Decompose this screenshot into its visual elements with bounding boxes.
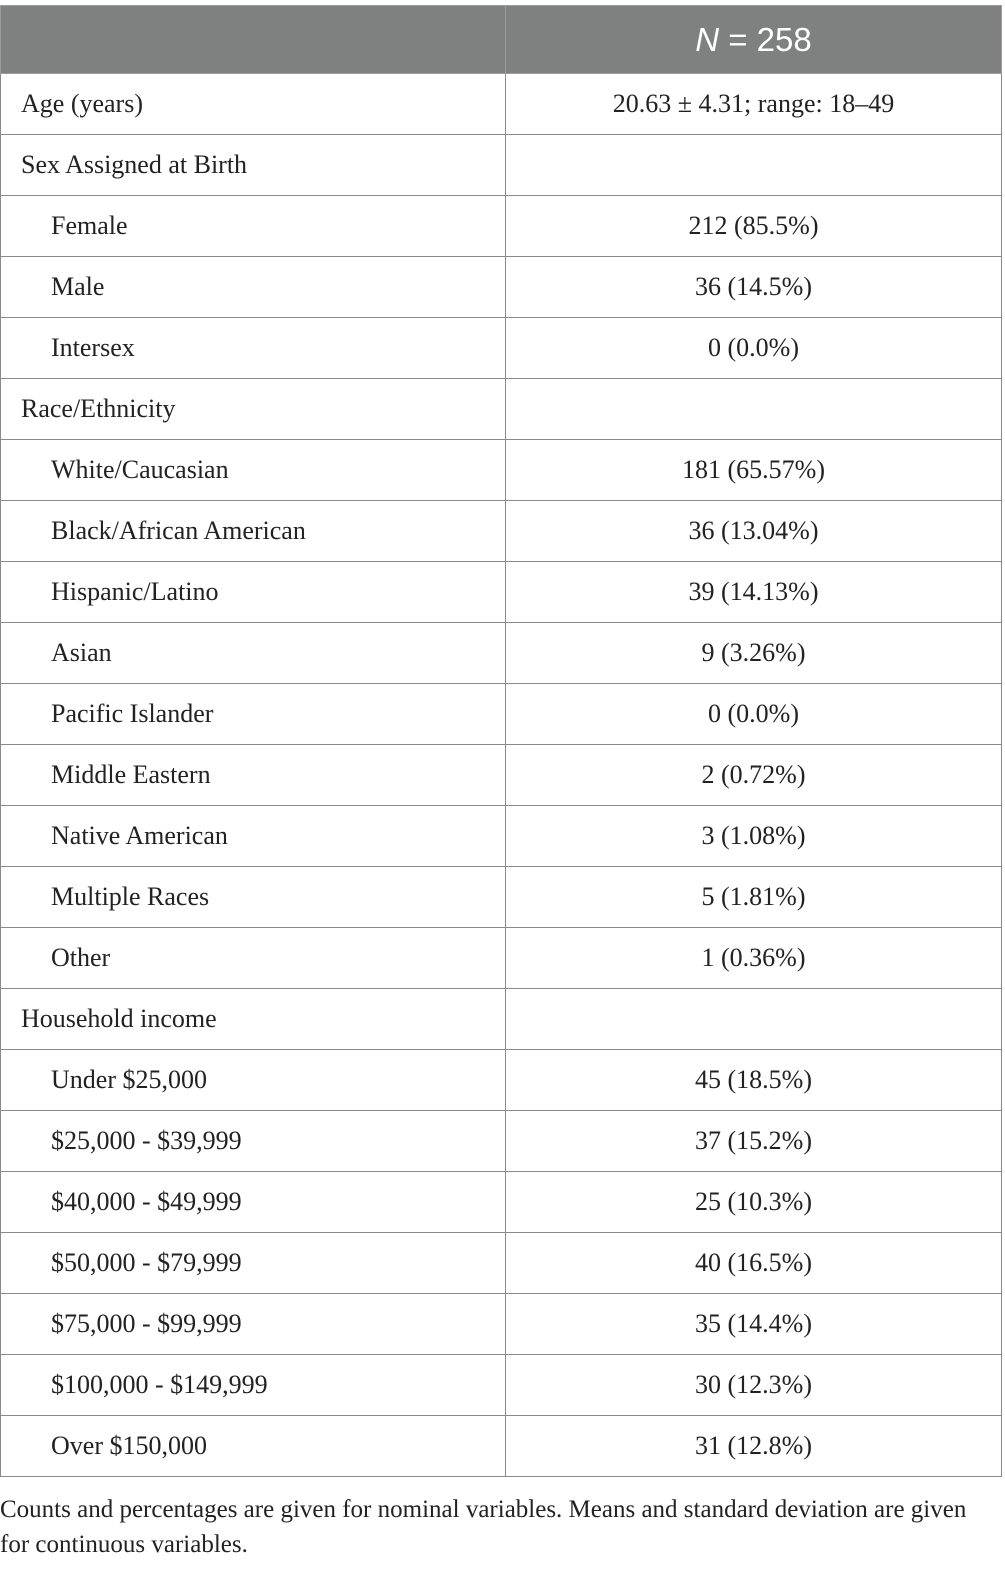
table-row bbox=[1, 1294, 1002, 1355]
row-category-label: Other bbox=[1, 928, 506, 989]
row-category-label: $100,000 - $149,999 bbox=[1, 1355, 506, 1416]
demographics-table bbox=[0, 5, 1002, 1477]
row-category-label: Hispanic/Latino bbox=[1, 562, 506, 623]
row-category-label: Pacific Islander bbox=[1, 684, 506, 745]
row-variable-label: Sex Assigned at Birth bbox=[1, 135, 506, 196]
row-category-label: Multiple Races bbox=[1, 867, 506, 928]
table-row bbox=[1, 1355, 1002, 1416]
row-category-label: Over $150,000 bbox=[1, 1416, 506, 1477]
table-header bbox=[1, 6, 1002, 74]
table-row bbox=[1, 806, 1002, 867]
table-row bbox=[1, 989, 1002, 1050]
row-category-label: $50,000 - $79,999 bbox=[1, 1233, 506, 1294]
row-variable-label: Household income bbox=[1, 989, 506, 1050]
row-value: 30 (12.3%) bbox=[506, 1355, 1002, 1416]
row-category-label: Middle Eastern bbox=[1, 745, 506, 806]
table-row bbox=[1, 135, 1002, 196]
row-value bbox=[506, 379, 1002, 440]
row-category-label: $25,000 - $39,999 bbox=[1, 1111, 506, 1172]
row-category-label: Intersex bbox=[1, 318, 506, 379]
table-row bbox=[1, 562, 1002, 623]
table-row bbox=[1, 745, 1002, 806]
table-row bbox=[1, 196, 1002, 257]
row-value: 39 (14.13%) bbox=[506, 562, 1002, 623]
row-value bbox=[506, 135, 1002, 196]
table-row bbox=[1, 501, 1002, 562]
row-category-label: Asian bbox=[1, 623, 506, 684]
row-variable-label: Race/Ethnicity bbox=[1, 379, 506, 440]
row-category-label: Female bbox=[1, 196, 506, 257]
row-category-label: White/Caucasian bbox=[1, 440, 506, 501]
table-row bbox=[1, 74, 1002, 135]
row-value: 9 (3.26%) bbox=[506, 623, 1002, 684]
table-row bbox=[1, 1050, 1002, 1111]
table-row bbox=[1, 1111, 1002, 1172]
row-value: 45 (18.5%) bbox=[506, 1050, 1002, 1111]
row-value: 3 (1.08%) bbox=[506, 806, 1002, 867]
table-row bbox=[1, 928, 1002, 989]
row-value: 25 (10.3%) bbox=[506, 1172, 1002, 1233]
row-value: 31 (12.8%) bbox=[506, 1416, 1002, 1477]
header-cell-sample-size bbox=[506, 6, 1002, 74]
n-value: = 258 bbox=[719, 20, 812, 58]
row-value: 37 (15.2%) bbox=[506, 1111, 1002, 1172]
table-row bbox=[1, 318, 1002, 379]
row-category-label: $75,000 - $99,999 bbox=[1, 1294, 506, 1355]
table-row bbox=[1, 440, 1002, 501]
table-row bbox=[1, 1416, 1002, 1477]
header-row bbox=[1, 6, 1002, 74]
row-value: 2 (0.72%) bbox=[506, 745, 1002, 806]
table-row bbox=[1, 623, 1002, 684]
row-value bbox=[506, 989, 1002, 1050]
row-value: 35 (14.4%) bbox=[506, 1294, 1002, 1355]
row-value: 36 (13.04%) bbox=[506, 501, 1002, 562]
row-value: 36 (14.5%) bbox=[506, 257, 1002, 318]
row-value: 1 (0.36%) bbox=[506, 928, 1002, 989]
row-category-label: Male bbox=[1, 257, 506, 318]
row-variable-label: Age (years) bbox=[1, 74, 506, 135]
row-value: 0 (0.0%) bbox=[506, 684, 1002, 745]
row-value: 212 (85.5%) bbox=[506, 196, 1002, 257]
row-value: 5 (1.81%) bbox=[506, 867, 1002, 928]
row-category-label: Black/African American bbox=[1, 501, 506, 562]
row-category-label: $40,000 - $49,999 bbox=[1, 1172, 506, 1233]
header-cell-variable bbox=[1, 6, 506, 74]
n-symbol: N bbox=[695, 20, 720, 58]
table-row bbox=[1, 684, 1002, 745]
row-value: 0 (0.0%) bbox=[506, 318, 1002, 379]
row-value: 20.63 ± 4.31; range: 18–49 bbox=[506, 74, 1002, 135]
table-row bbox=[1, 257, 1002, 318]
table-row bbox=[1, 1233, 1002, 1294]
table-row bbox=[1, 1172, 1002, 1233]
row-value: 40 (16.5%) bbox=[506, 1233, 1002, 1294]
table-body bbox=[1, 74, 1002, 1477]
table-row bbox=[1, 867, 1002, 928]
row-value: 181 (65.57%) bbox=[506, 440, 1002, 501]
row-category-label: Native American bbox=[1, 806, 506, 867]
table-footnote: Counts and percentages are given for nominal variables. Means and standard deviation are given for continuous variables. bbox=[0, 1496, 967, 1558]
table-row bbox=[1, 379, 1002, 440]
row-category-label: Under $25,000 bbox=[1, 1050, 506, 1111]
demographics-table-container bbox=[0, 5, 1001, 1477]
